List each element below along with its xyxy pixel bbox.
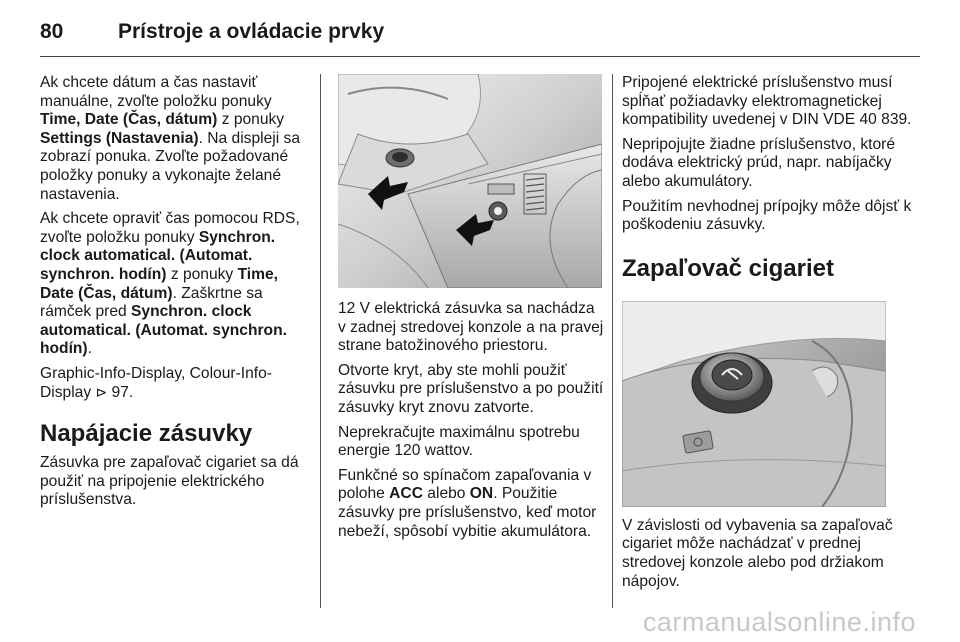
paragraph-no-current-supply: Nepripojujte žiadne príslušenstvo, ktoré dodáva elektrický prúd, napr. nabíjačky alebo akumulátory. <box>622 135 896 190</box>
column-divider <box>320 74 321 608</box>
cigarette-lighter-figure <box>622 301 886 507</box>
paragraph-manual-date-time: Ak chcete dátum a čas nastaviť manuálne, zvoľte položku ponuky Time, Date (Čas, dátum) z ponuky Settings (Nastavenia). Na displeji sa zobrazí ponuka. Zvoľte požadované položky ponuky a vykonajte želané nastavenia. <box>40 74 300 203</box>
column-3 <box>622 74 912 597</box>
page-number: 80 <box>40 20 64 43</box>
column-divider <box>612 74 613 608</box>
section-heading-power-outlets: Napájacie zásuvky <box>40 420 253 448</box>
paragraph-ignition-note: Funkčné so spínačom zapaľovania v polohe ACC alebo ON. Použitie zásuvky pre príslušenstvo, keď motor nebeží, spôsobí vybitie akumulátora. <box>338 466 597 540</box>
page-header <box>0 0 960 60</box>
paragraph-rds-time: Ak chcete opraviť čas pomocou RDS, zvoľte položku ponuky Synchron. clock automatical. (Automat. synchron. hodín) z ponuky Time, Date (Čas, dátum). Zaškrtne sa rámček pred Synchron. clock automatical. (Automat. synchron. hodín). <box>40 210 300 358</box>
header-divider <box>40 56 920 57</box>
page-reference-link[interactable]: 97. <box>107 383 134 401</box>
paragraph-lighter-location: V závislosti od vybavenia sa zapaľovač cigariet môže nachádzať v prednej stredovej konzole alebo pod držiakom nápojov. <box>622 516 893 590</box>
column-2 <box>338 74 604 547</box>
paragraph-max-power: Neprekračujte maximálnu spotrebu energie 120 wattov. <box>338 423 580 460</box>
page-title: Prístroje a ovládacie prvky <box>118 20 385 43</box>
column-1 <box>40 74 310 516</box>
section-heading-cigarette-lighter: Zapaľovač cigariet <box>622 254 835 282</box>
paragraph-display-reference: Graphic-Info-Display, Colour-Info-Display ⊳ 97. <box>40 364 272 401</box>
paragraph-damage-warning: Použitím nevhodnej prípojky môže dôjsť k poškodeniu zásuvky. <box>622 197 912 234</box>
paragraph-power-outlets: Zásuvka pre zapaľovač cigariet sa dá použiť na pripojenie elektrického príslušenstva. <box>40 454 299 509</box>
paragraph-emc-requirements: Pripojené elektrické príslušenstvo musí spĺňať požiadavky elektromagnetickej kompatibility uvedenej v DIN VDE 40 839. <box>622 74 912 129</box>
rear-power-outlet-figure <box>338 74 602 288</box>
watermark: carmanualsonline.info <box>642 607 916 637</box>
paragraph-12v-outlet-location: 12 V elektrická zásuvka sa nachádza v zadnej stredovej konzole a na pravej strane batožinového priestoru. <box>338 300 604 355</box>
paragraph-open-cover: Otvorte kryt, aby ste mohli použiť zásuvku pre príslušenstvo a po použití zásuvky kryt znovu zatvorte. <box>338 361 604 416</box>
page-reference-arrow-icon: ⊳ <box>95 384 108 401</box>
